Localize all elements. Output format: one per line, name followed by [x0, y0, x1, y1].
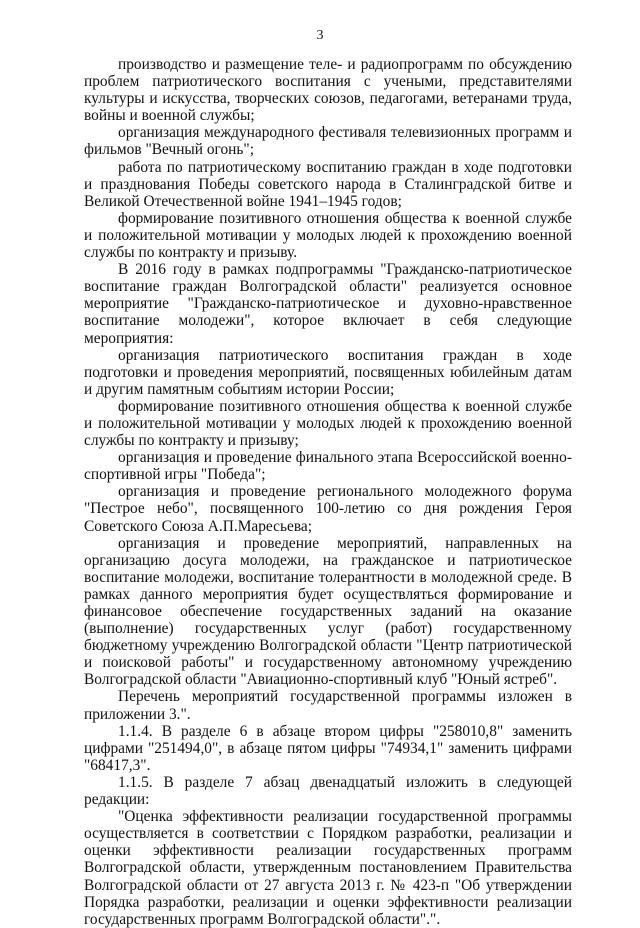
page-number: 3: [316, 28, 324, 43]
paragraph: производство и размещение теле- и радиопрограмм по обсуждению проблем патриотического воспитания с учеными, представителями культуры и искусства, творческих союзов, педагогами, ветеранами труда, войны и военной службы;: [84, 56, 572, 125]
paragraph: организация и проведение регионального молодежного форума "Пестрое небо", посвященного 100-летию со дня рождения Героя Советского Союза А.П.Маресьева;: [84, 483, 572, 535]
paragraph: организация международного фестиваля телевизионных программ и фильмов "Вечный огонь";: [84, 124, 572, 159]
document-body: [84, 56, 572, 928]
paragraph: формирование позитивного отношения общества к военной службе и положительной мотивации у молодых людей к прохождению военной службы по контракту и призыву;: [84, 397, 572, 450]
paragraph: 1.1.4. В разделе 6 в абзаце втором цифры "258010,8" заменить цифрами "251494,0", в абзаце пятом цифры "74934,1" заменить цифрами "68417,3".: [84, 722, 572, 774]
paragraph: организация и проведение мероприятий, направленных на организацию досуга молодежи, на гражданское и патриотическое воспитание молодежи, воспитание толерантности в молодежной среде. В рамках данного мероприятия будет осуществляться формирование и финансовое обеспечение государственных заданий на оказание (выполнение) государственных услуг (работ) государственному бюджетному учреждению Волгоградской области "Центр патриотической и поисковой работы" и государственному автономному учреждению Волгоградской области "Авиационно-спортивный клуб "Юный ястреб".: [84, 534, 572, 689]
paragraph: В 2016 году в рамках подпрограммы "Гражданско-патриотическое воспитание граждан Волгоградской области" реализуется основное мероприятие "Гражданско-патриотическое и духовно-нравственное воспитание молодежи", которое включает в себя следующие мероприятия:: [84, 261, 572, 347]
paragraph: работа по патриотическому воспитанию граждан в ходе подготовки и празднования Победы советского народа в Сталинградской битве и Великой Отечественной войне 1941–1945 годов;: [84, 158, 572, 210]
paragraph: 1.1.5. В разделе 7 абзац двенадцатый изложить в следующей редакции:: [84, 773, 572, 809]
paragraph: "Оценка эффективности реализации государственной программы осуществляется в соответствии с Порядком разработки, реализации и оценки эффективности реализации государственных программ Волгоградской области, утвержденным постановлением Правительства Волгоградской области от 27 августа 2013 г. № 423-п "Об утверждении Порядка разработки, реализации и оценки эффективности реализации государственных программ Волгоградской области".".: [84, 808, 572, 928]
paragraph: организация и проведение финального этапа Всероссийской военно-спортивной игры "Победа";: [84, 449, 572, 484]
paragraph: формирование позитивного отношения общества к военной службе и положительной мотивации у молодых людей к прохождению военной службы по контракту и призыву.: [84, 209, 572, 262]
paragraph: организация патриотического воспитания граждан в ходе подготовки и проведения мероприятий, посвященных юбилейным датам и другим памятным событиям истории России;: [84, 346, 572, 398]
paragraph: Перечень мероприятий государственной программы изложен в приложении 3.".: [84, 688, 572, 723]
